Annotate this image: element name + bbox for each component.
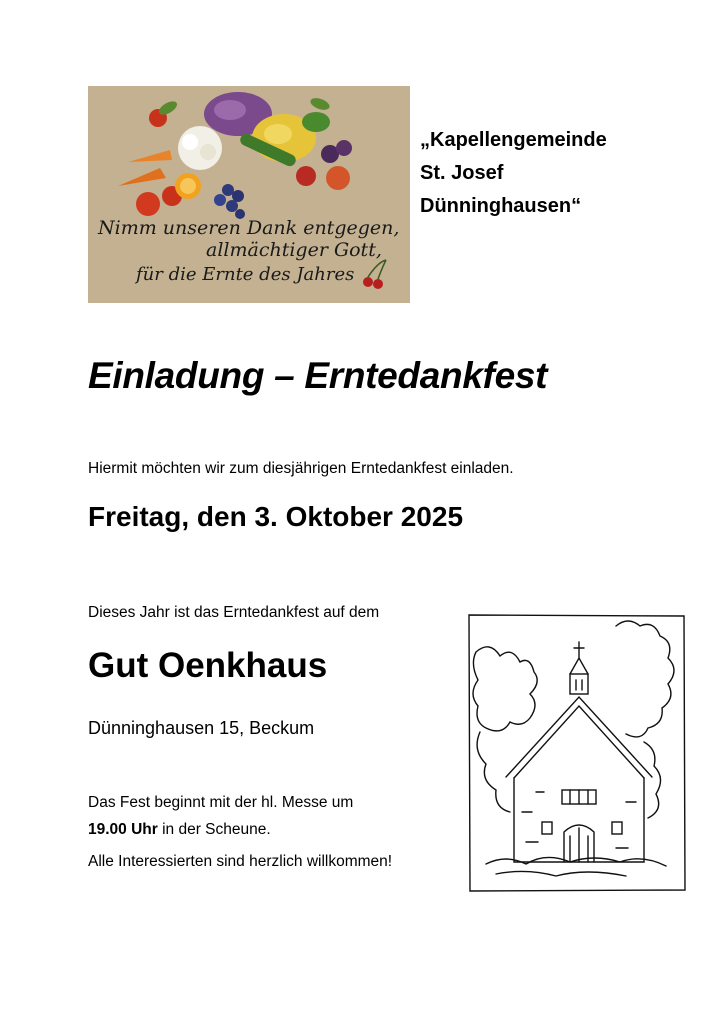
caption-line-1: Nimm unseren Dank entgegen,	[98, 217, 400, 239]
harvest-vegetables-icon	[88, 86, 410, 303]
event-date: Freitag, den 3. Oktober 2025	[88, 501, 464, 532]
location-intro: Dieses Jahr ist das Erntedankfest auf dem	[88, 604, 380, 621]
venue-name: Gut Oenkhaus	[88, 646, 328, 685]
caption-line-2: allmächtiger Gott,	[206, 239, 382, 261]
page-title: Einladung – Erntedankfest	[88, 355, 548, 396]
chapel-sketch	[466, 612, 688, 894]
invitation-intro: Hiermit möchten wir zum diesjährigen Erntedankfest einladen.	[88, 460, 514, 477]
harvest-vegetables-illustration	[88, 86, 410, 303]
welcome-text: Alle Interessierten sind herzlich willkommen!	[88, 853, 393, 870]
congregation-line-2: St. Josef	[420, 162, 504, 184]
venue-address: Dünninghausen 15, Beckum	[88, 718, 315, 738]
caption-line-3: für die Ernte des Jahres	[136, 264, 355, 285]
mass-info	[88, 789, 353, 843]
congregation-line-3: Dünninghausen“	[420, 195, 582, 217]
mass-info-line-2	[88, 816, 353, 843]
congregation-line-1: „Kapellengemeinde	[420, 129, 607, 151]
mass-info-line-1: Das Fest beginnt mit der hl. Messe um	[88, 794, 354, 811]
chapel-sketch-icon	[466, 612, 688, 894]
mass-time: 19.00 Uhr	[88, 821, 158, 838]
congregation-name	[420, 124, 607, 223]
mass-location: in der Scheune.	[157, 821, 271, 838]
